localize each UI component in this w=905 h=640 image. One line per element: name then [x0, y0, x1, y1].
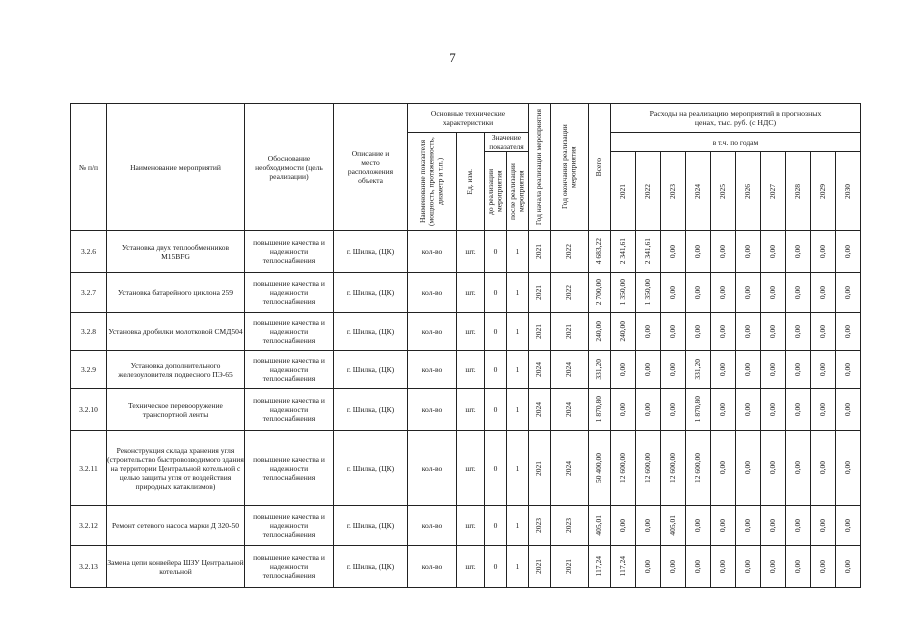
header-indicator: Наименование показателя (мощность, протяженность, диаметр и т.п.) — [418, 137, 445, 226]
table-row — [71, 389, 861, 431]
table-row — [71, 431, 861, 506]
row-cost-2022: 0,00 — [642, 402, 652, 417]
header-tech-group: Основные технические характеристики — [408, 104, 529, 133]
row-cost-2026: 0,00 — [742, 518, 752, 533]
row-total: 405,01 — [594, 515, 604, 536]
row-after: 1 — [515, 405, 520, 414]
row-cost-2023: 0,00 — [667, 244, 677, 259]
row-cost-2028: 0,00 — [792, 324, 802, 339]
row-cost-2025: 0,00 — [717, 285, 727, 300]
row-justification: повышение качества и надежности теплоснабжения — [253, 553, 325, 580]
row-cost-2025: 0,00 — [717, 559, 727, 574]
row-cost-2025: 0,00 — [717, 324, 727, 339]
row-after: 1 — [515, 521, 520, 530]
row-after: 1 — [515, 327, 520, 336]
row-cost-2029: 0,00 — [817, 362, 827, 377]
row-cost-2024: 1 870,80 — [692, 396, 702, 423]
row-cost-2027: 0,00 — [767, 285, 777, 300]
row-num: 3.2.9 — [81, 365, 96, 374]
row-unit: шт. — [465, 288, 476, 297]
row-cost-2023: 0,00 — [667, 402, 677, 417]
row-cost-2027: 0,00 — [767, 244, 777, 259]
row-name: Ремонт сетевого насоса марки Д 320-50 — [112, 521, 239, 530]
header-justification: Обоснование необходимости (цель реализации) — [245, 104, 334, 231]
row-indicator: кол-во — [421, 365, 443, 374]
row-cost-2024: 331,20 — [692, 359, 702, 380]
header-after: после реализации мероприятия — [507, 162, 526, 220]
header-year-2027: 2027 — [767, 183, 777, 199]
row-before: 0 — [493, 463, 498, 473]
header-location: Описание и место расположения объекта — [334, 104, 408, 231]
row-indicator: кол-во — [421, 405, 443, 414]
header-num: № п/п — [71, 104, 107, 231]
row-year-end: 2024 — [564, 460, 574, 476]
row-total: 50 400,00 — [594, 453, 604, 483]
row-year-end: 2022 — [564, 244, 574, 259]
row-cost-2024: 0,00 — [692, 559, 702, 574]
row-year-start: 2023 — [534, 518, 544, 533]
row-justification: повышение качества и надежности теплоснабжения — [253, 356, 325, 383]
header-year-2021: 2021 — [617, 183, 627, 199]
row-cost-2023: 405,01 — [667, 515, 677, 536]
row-cost-2029: 0,00 — [817, 402, 827, 417]
row-cost-2024: 0,00 — [692, 244, 702, 259]
row-unit: шт. — [465, 365, 476, 374]
header-by-years: в т.ч. по годам — [611, 133, 861, 152]
row-indicator: кол-во — [421, 562, 443, 571]
row-cost-2021: 240,00 — [617, 321, 627, 342]
row-cost-2022: 0,00 — [642, 559, 652, 574]
header-year-2024: 2024 — [692, 183, 702, 199]
row-year-end: 2021 — [564, 559, 574, 574]
table-row — [71, 313, 861, 351]
header-year-2022: 2022 — [642, 183, 652, 199]
row-total: 331,20 — [594, 359, 604, 380]
row-cost-2021: 0,00 — [617, 518, 627, 533]
row-cost-2023: 0,00 — [667, 285, 677, 300]
row-location: г. Шилка, (ЦК) — [346, 562, 395, 571]
table-header — [71, 104, 861, 231]
row-cost-2027: 0,00 — [767, 402, 777, 417]
row-cost-2030: 0,00 — [842, 559, 852, 574]
row-before: 0 — [493, 247, 498, 256]
row-cost-2030: 0,00 — [842, 518, 852, 533]
row-cost-2029: 0,00 — [817, 285, 827, 300]
row-before: 0 — [493, 521, 498, 530]
row-total: 4 683,22 — [594, 238, 604, 265]
row-before: 0 — [493, 365, 498, 374]
row-cost-2021: 2 341,61 — [617, 238, 627, 265]
row-cost-2022: 2 341,61 — [642, 238, 652, 265]
row-cost-2022: 1 350,00 — [642, 279, 652, 306]
row-cost-2022: 12 600,00 — [642, 453, 652, 483]
row-cost-2028: 0,00 — [792, 244, 802, 259]
row-cost-2030: 0,00 — [842, 362, 852, 377]
row-justification: повышение качества и надежности теплоснабжения — [253, 396, 325, 423]
row-cost-2026: 0,00 — [742, 402, 752, 417]
row-cost-2030: 0,00 — [842, 285, 852, 300]
table-row — [71, 506, 861, 546]
row-cost-2023: 0,00 — [667, 362, 677, 377]
row-unit: шт. — [465, 463, 476, 473]
row-cost-2024: 12 600,00 — [692, 453, 702, 483]
row-cost-2025: 0,00 — [717, 402, 727, 417]
row-cost-2030: 0,00 — [842, 244, 852, 259]
row-name: Реконструкция склада хранения угля (строительство быстровозводимого здания на территории Центральной котельной с целью защиты угля от воздействия природных катаклизмов) — [107, 445, 244, 491]
row-cost-2027: 0,00 — [767, 518, 777, 533]
header-year-end: Год окончания реализации мероприятия — [559, 124, 578, 210]
header-unit: Ед. изм. — [465, 168, 475, 195]
row-cost-2029: 0,00 — [817, 244, 827, 259]
row-cost-2030: 0,00 — [842, 324, 852, 339]
header-value-group: Значение показателя — [485, 133, 529, 152]
row-location: г. Шилка, (ЦК) — [346, 463, 395, 473]
row-name: Замена цепи конвейера ШЗУ Центральной котельной — [107, 557, 244, 576]
row-cost-2028: 0,00 — [792, 559, 802, 574]
row-before: 0 — [493, 562, 498, 571]
row-cost-2028: 0,00 — [792, 461, 802, 475]
table-row — [71, 351, 861, 389]
row-justification: повышение качества и надежности теплоснабжения — [253, 318, 325, 345]
row-year-end: 2024 — [564, 362, 574, 377]
row-cost-2026: 0,00 — [742, 244, 752, 259]
row-cost-2021: 12 600,00 — [617, 453, 627, 483]
row-year-start: 2021 — [534, 324, 544, 339]
row-unit: шт. — [465, 562, 476, 571]
header-year-start: Год начала реализации мероприятия — [534, 108, 544, 226]
row-location: г. Шилка, (ЦК) — [346, 247, 395, 256]
row-after: 1 — [515, 365, 520, 374]
row-num: 3.2.11 — [79, 463, 98, 473]
row-cost-2028: 0,00 — [792, 285, 802, 300]
row-cost-2024: 0,00 — [692, 324, 702, 339]
row-cost-2027: 0,00 — [767, 461, 777, 475]
row-cost-2026: 0,00 — [742, 559, 752, 574]
row-cost-2029: 0,00 — [817, 461, 827, 475]
row-cost-2027: 0,00 — [767, 324, 777, 339]
row-cost-2027: 0,00 — [767, 362, 777, 377]
row-cost-2027: 0,00 — [767, 559, 777, 574]
row-total: 1 870,80 — [594, 396, 604, 423]
row-justification: повышение качества и надежности теплоснабжения — [253, 279, 325, 306]
row-name: Установка двух теплообменников M15BFG — [121, 242, 230, 261]
row-total: 2 700,00 — [594, 279, 604, 306]
row-justification: повышение качества и надежности теплоснабжения — [253, 512, 325, 539]
row-total: 117,24 — [594, 556, 604, 577]
table-row — [71, 273, 861, 313]
row-cost-2025: 0,00 — [717, 362, 727, 377]
header-before: до реализации мероприятия — [485, 167, 504, 215]
row-cost-2026: 0,00 — [742, 461, 752, 475]
row-year-end: 2023 — [564, 518, 574, 533]
row-cost-2025: 0,00 — [717, 244, 727, 259]
row-year-end: 2024 — [564, 402, 574, 417]
row-year-end: 2022 — [564, 285, 574, 300]
table-body — [71, 231, 861, 588]
row-after: 1 — [515, 463, 520, 473]
row-before: 0 — [493, 288, 498, 297]
measures-table — [70, 103, 861, 588]
row-cost-2029: 0,00 — [817, 518, 827, 533]
row-cost-2028: 0,00 — [792, 362, 802, 377]
row-num: 3.2.8 — [81, 327, 96, 336]
row-cost-2026: 0,00 — [742, 324, 752, 339]
row-cost-2023: 12 600,00 — [667, 453, 677, 483]
row-cost-2022: 0,00 — [642, 518, 652, 533]
row-cost-2030: 0,00 — [842, 461, 852, 475]
row-num: 3.2.10 — [79, 405, 98, 414]
header-costs-group: Расходы на реализацию мероприятий в прогнозных ценах, тыс. руб. (с НДС) — [611, 104, 861, 133]
row-cost-2021: 1 350,00 — [617, 279, 627, 306]
row-cost-2022: 0,00 — [642, 324, 652, 339]
row-cost-2026: 0,00 — [742, 362, 752, 377]
row-justification: повышение качества и надежности теплоснабжения — [253, 454, 325, 482]
row-year-start: 2021 — [534, 460, 544, 476]
row-cost-2022: 0,00 — [642, 362, 652, 377]
header-year-2028: 2028 — [792, 183, 802, 199]
row-cost-2029: 0,00 — [817, 324, 827, 339]
row-indicator: кол-во — [421, 521, 443, 530]
header-total: Всего — [594, 157, 604, 177]
row-num: 3.2.6 — [81, 247, 96, 256]
row-indicator: кол-во — [421, 463, 443, 473]
row-justification: повышение качества и надежности теплоснабжения — [253, 238, 325, 265]
table-row — [71, 546, 861, 588]
row-cost-2021: 0,00 — [617, 402, 627, 417]
row-cost-2021: 0,00 — [617, 362, 627, 377]
row-after: 1 — [515, 247, 520, 256]
row-location: г. Шилка, (ЦК) — [346, 521, 395, 530]
row-num: 3.2.7 — [81, 288, 96, 297]
header-name: Наименование мероприятий — [107, 104, 245, 231]
row-cost-2023: 0,00 — [667, 324, 677, 339]
row-cost-2023: 0,00 — [667, 559, 677, 574]
row-year-end: 2021 — [564, 324, 574, 339]
row-after: 1 — [515, 288, 520, 297]
row-cost-2028: 0,00 — [792, 518, 802, 533]
header-year-2025: 2025 — [717, 183, 727, 199]
row-name: Установка батарейного циклона 259 — [117, 288, 234, 297]
row-unit: шт. — [465, 247, 476, 256]
row-name: Техническое перевооружение транспортной ленты — [128, 400, 223, 419]
row-cost-2029: 0,00 — [817, 559, 827, 574]
row-cost-2024: 0,00 — [692, 285, 702, 300]
row-cost-2025: 0,00 — [717, 518, 727, 533]
row-year-start: 2021 — [534, 285, 544, 300]
row-location: г. Шилка, (ЦК) — [346, 365, 395, 374]
row-cost-2021: 117,24 — [617, 556, 627, 577]
row-location: г. Шилка, (ЦК) — [346, 327, 395, 336]
row-cost-2026: 0,00 — [742, 285, 752, 300]
header-year-2026: 2026 — [742, 183, 752, 199]
row-indicator: кол-во — [421, 247, 443, 256]
row-unit: шт. — [465, 521, 476, 530]
row-name: Установка дробилки молотковой СМД504 — [108, 327, 243, 336]
header-year-2030: 2030 — [842, 183, 852, 199]
row-total: 240,00 — [594, 321, 604, 342]
row-location: г. Шилка, (ЦК) — [346, 405, 395, 414]
row-year-start: 2024 — [534, 402, 544, 417]
row-unit: шт. — [465, 405, 476, 414]
row-location: г. Шилка, (ЦК) — [346, 288, 395, 297]
row-indicator: кол-во — [421, 327, 443, 336]
row-before: 0 — [493, 405, 498, 414]
row-unit: шт. — [465, 327, 476, 336]
header-year-2023: 2023 — [667, 183, 677, 199]
header-year-2029: 2029 — [817, 183, 827, 199]
row-year-start: 2021 — [534, 244, 544, 259]
table-row — [71, 231, 861, 273]
row-name: Установка дополнительного железоуловителя подвесного ПЭ-65 — [118, 360, 233, 379]
row-cost-2025: 0,00 — [717, 461, 727, 475]
row-year-start: 2024 — [534, 362, 544, 377]
row-indicator: кол-во — [421, 288, 443, 297]
row-cost-2030: 0,00 — [842, 402, 852, 417]
row-cost-2028: 0,00 — [792, 402, 802, 417]
row-after: 1 — [515, 562, 520, 571]
row-num: 3.2.12 — [79, 521, 98, 530]
page-number: 7 — [449, 50, 456, 65]
row-before: 0 — [493, 327, 498, 336]
row-num: 3.2.13 — [79, 562, 98, 571]
row-year-start: 2021 — [534, 559, 544, 574]
row-cost-2024: 0,00 — [692, 518, 702, 533]
